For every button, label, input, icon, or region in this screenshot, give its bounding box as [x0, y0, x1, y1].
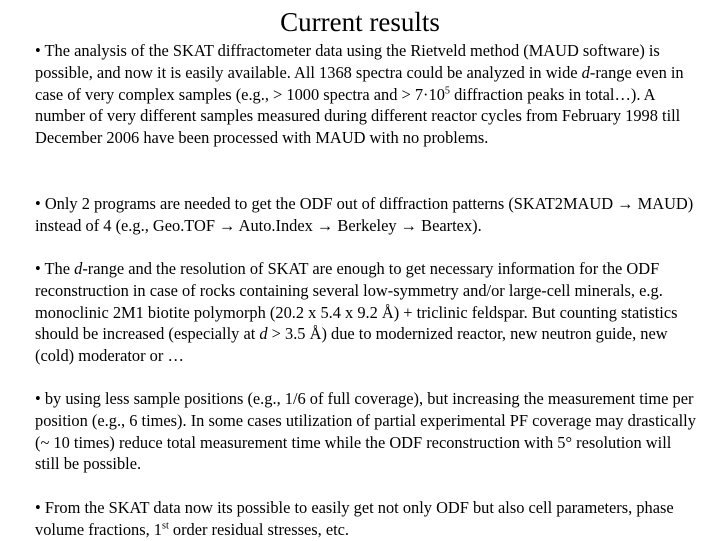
p1-text-b: -range even in case of very complex samples (e.g., > 1000 spectra and > 7·10 — [35, 62, 684, 104]
p5-text-a: • From the SKAT data now its possible to easily get not only ODF but also cell parameters, phase volume fractions, 1 — [35, 498, 674, 539]
paragraph-maud-analysis — [35, 40, 697, 149]
paragraph-d-range-resolution — [35, 258, 697, 367]
p1-italic-d: d — [581, 62, 590, 82]
paragraph-skat-data — [35, 497, 697, 541]
slide-title: Current results — [280, 7, 440, 37]
p3-italic-d1: d — [74, 259, 83, 278]
p3-text-b: -range and the resolution of SKAT are enough to get necessary information for the ODF reconstruction in case of rocks containing several low-symmetry and/or large-cell minerals, e.g. monoclinic 2M1 biotite polymorph (20.2 x 5.4 x 9.2 Å) + triclinic feldspar. But counting statistics should be increased (especially at — [35, 259, 678, 344]
paragraph-sample-positions — [35, 388, 697, 475]
p3-text-a: • The — [35, 259, 75, 278]
p1-text-c: diffraction peaks in total…). A number of very different samples measured during different reactor cycles from February 1998 till December 2006 have been processed with MAUD with no problems. — [35, 84, 681, 148]
p4-text: • by using less sample positions (e.g., 1/6 of full coverage), but increasing the measurement time per position (e.g., 6 times). In some cases utilization of partial experimental PF coverage may drastically (~ 10 times) reduce total measurement time while the ODF reconstruction with 5° resolution will still be possible. — [35, 389, 696, 474]
p2-text: • Only 2 programs are needed to get the ODF out of diffraction patterns (SKAT2MAUD → MAUD) instead of 4 (e.g., Geo.TOF → Auto.Index → Berkeley → Beartex). — [35, 194, 694, 235]
p1-text-a: • The analysis of the SKAT diffractometer data using the Rietveld method (MAUD software) is possible, and now it is easily available. All 1368 spectra could be analyzed in wide — [35, 41, 660, 82]
p5-superscript: st — [162, 520, 169, 532]
p3-text-c: > 3.5 Å) due to modernized reactor, new neutron guide, new (cold) moderator or … — [35, 324, 668, 366]
p3-italic-d2: d — [259, 324, 268, 344]
p1-superscript: 5 — [444, 85, 450, 97]
paragraph-two-programs — [35, 193, 697, 237]
p5-text-b: order residual stresses, etc. — [168, 519, 350, 539]
